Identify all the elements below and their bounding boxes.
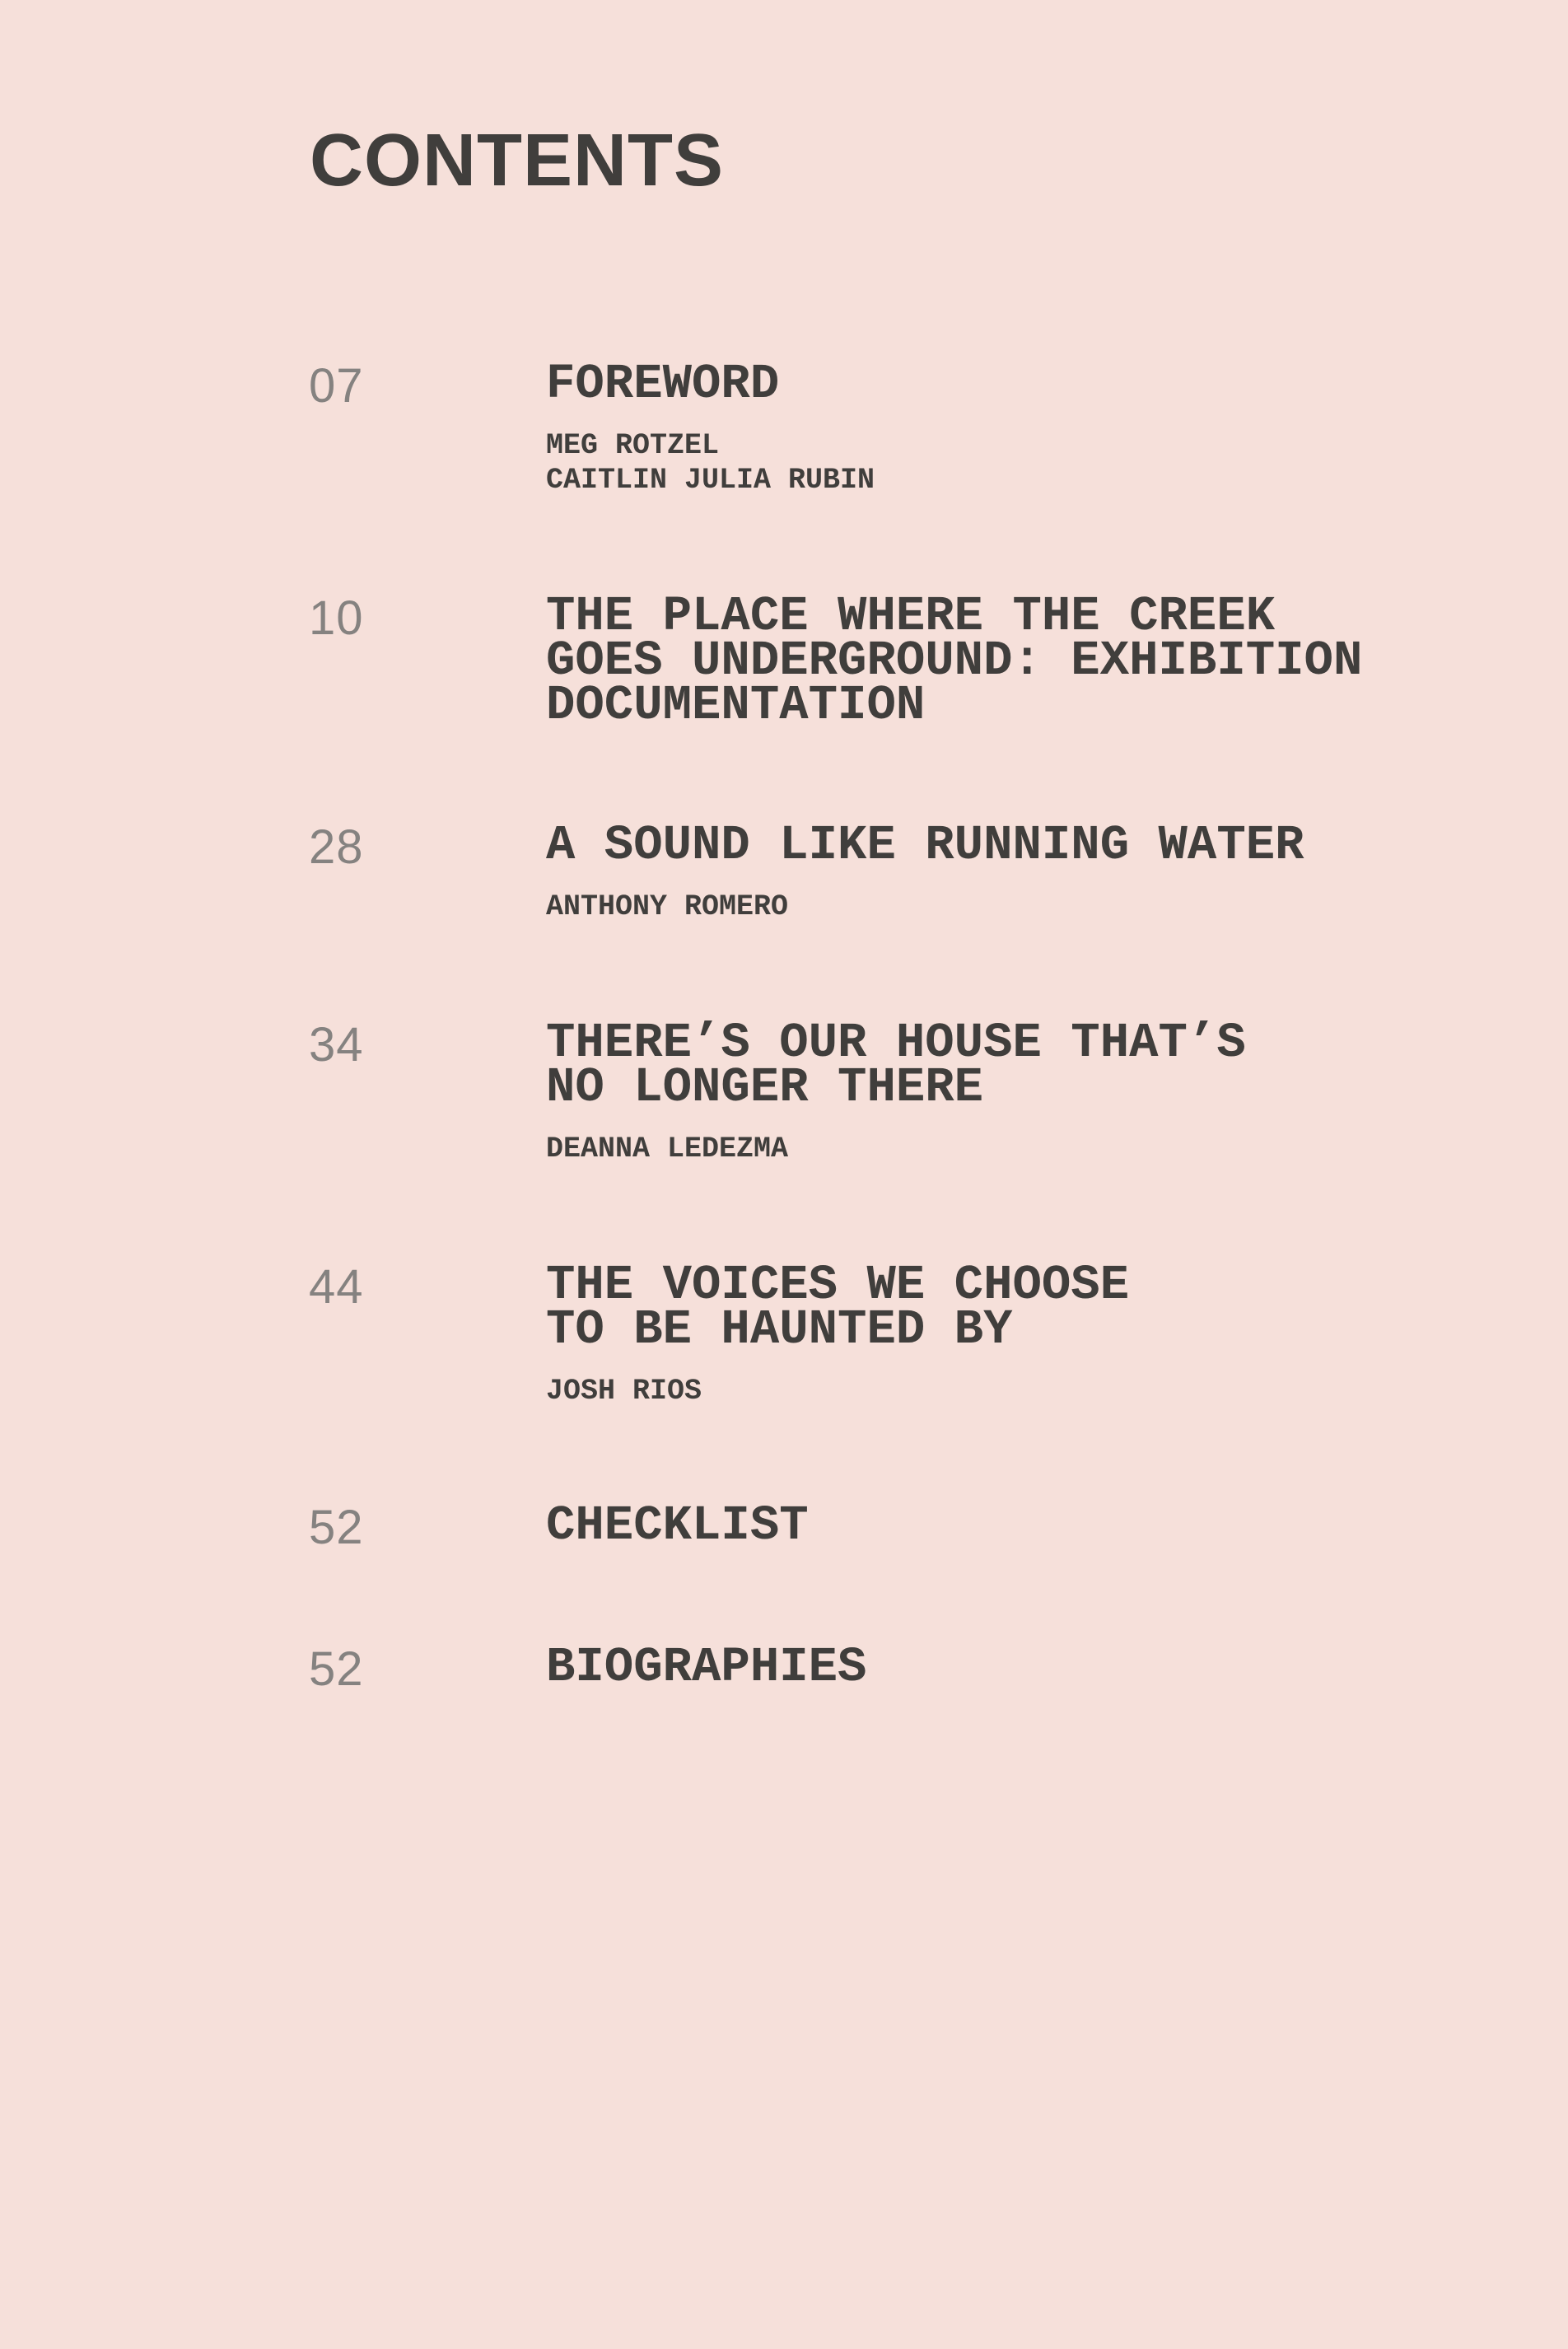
toc-author: DEANNA LEDEZMA bbox=[546, 1132, 789, 1165]
toc-authors bbox=[546, 428, 1468, 497]
toc-page-number: 28 bbox=[309, 820, 364, 874]
toc-title-line: THE VOICES WE CHOOSE bbox=[546, 1258, 1130, 1313]
toc-title-line: TO BE HAUNTED BY bbox=[546, 1302, 1013, 1357]
toc-page-number: 52 bbox=[309, 1642, 364, 1696]
toc-author: ANTHONY ROMERO bbox=[546, 890, 789, 923]
toc-page-number: 34 bbox=[309, 1018, 364, 1072]
toc-title-line: THERE’S OUR HOUSE THAT’S bbox=[546, 1016, 1246, 1071]
page-title: CONTENTS bbox=[310, 119, 724, 202]
toc-entry-text bbox=[546, 357, 1468, 497]
toc-author: CAITLIN JULIA RUBIN bbox=[546, 464, 875, 497]
toc-page-number: 52 bbox=[309, 1501, 364, 1554]
toc-entry-text bbox=[546, 818, 1468, 924]
toc-title-line: NO LONGER THERE bbox=[546, 1060, 984, 1115]
toc-title: CHECKLIST bbox=[546, 1498, 809, 1553]
toc-entry-text bbox=[546, 589, 1468, 733]
toc-entry-text bbox=[546, 1016, 1468, 1166]
toc-title-line: DOCUMENTATION bbox=[546, 678, 926, 733]
toc-title-line: THE PLACE WHERE THE CREEK bbox=[546, 589, 1276, 644]
toc-title: BIOGRAPHIES bbox=[546, 1640, 867, 1695]
toc-authors bbox=[546, 890, 1468, 924]
toc-title: FOREWORD bbox=[546, 357, 780, 412]
toc-title-line: GOES UNDERGROUND: EXHIBITION bbox=[546, 633, 1363, 689]
toc-author: JOSH RIOS bbox=[546, 1375, 702, 1408]
toc-entry-text bbox=[546, 1640, 1468, 1695]
toc-title: A SOUND LIKE RUNNING WATER bbox=[546, 818, 1304, 873]
toc-entry-text bbox=[546, 1498, 1468, 1553]
toc-page-number: 10 bbox=[309, 591, 364, 645]
toc-author: MEG ROTZEL bbox=[546, 429, 720, 462]
toc-page-number: 44 bbox=[309, 1260, 364, 1314]
toc-authors bbox=[546, 1132, 1468, 1166]
toc-entry-text bbox=[546, 1258, 1468, 1408]
toc-authors bbox=[546, 1374, 1468, 1408]
toc-page-number: 07 bbox=[309, 359, 364, 413]
